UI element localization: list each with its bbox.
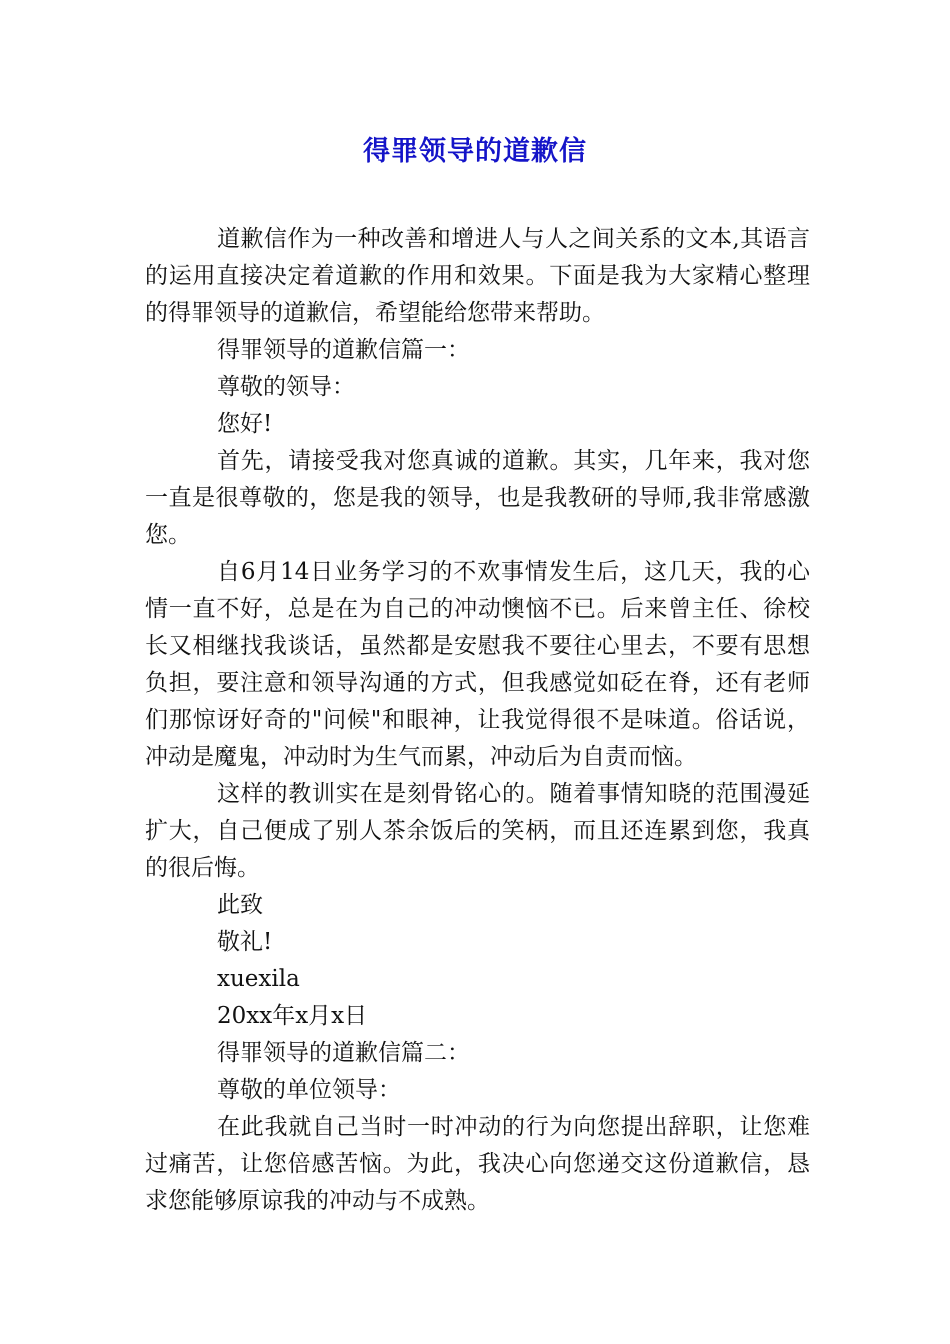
date-line: 20xx年x月x日 — [217, 1003, 368, 1029]
closing-regards: 敬礼! — [217, 929, 273, 955]
paragraph-apology: 首先，请接受我对您真诚的道歉。其实，几年来，我对您一直是很尊敬的，您是我的领导，也是我教研的导师,我非常感激您。 — [145, 448, 810, 548]
salutation: 尊敬的领导： — [217, 374, 355, 400]
paragraph-regret: 这样的教训实在是刻骨铭心的。随着事情知晓的范围漫延扩大，自己便成了别人茶余饭后的笑柄，而且还连累到您，我真的很后悔。 — [145, 781, 810, 881]
paragraph-incident: 自6月14日业务学习的不欢事情发生后，这几天，我的心情一直不好，总是在为自己的冲动懊恼不已。后来曾主任、徐校长又相继找我谈话，虽然都是安慰我不要往心里去，不要有思想负担，要注意和领导沟通的方式，但我感觉如砭在脊，还有老师们那惊讶好奇的"问候"和眼神，让我觉得很不是味道。俗话说，冲动是魔鬼，冲动时为生气而累，冲动后为自责而恼。 — [145, 559, 810, 770]
closing-line: 此致 — [217, 892, 263, 918]
section-heading-one: 得罪领导的道歉信篇一： — [217, 337, 470, 363]
paragraph-intro: 道歉信作为一种改善和增进人与人之间关系的文本,其语言的运用直接决定着道歉的作用和效果。下面是我为大家精心整理的得罪领导的道歉信，希望能给您带来帮助。 — [145, 226, 810, 326]
document-body — [145, 221, 810, 1220]
paragraph-resignation: 在此我就自己当时一时冲动的行为向您提出辞职，让您难过痛苦，让您倍感苦恼。为此，我决心向您递交这份道歉信，恳求您能够原谅我的冲动与不成熟。 — [145, 1114, 810, 1214]
salutation-two: 尊敬的单位领导： — [217, 1077, 401, 1103]
section-heading-two: 得罪领导的道歉信篇二： — [217, 1040, 470, 1066]
greeting: 您好! — [217, 411, 273, 437]
document-title: 得罪领导的道歉信 — [363, 136, 587, 167]
signature: xuexila — [217, 966, 300, 992]
